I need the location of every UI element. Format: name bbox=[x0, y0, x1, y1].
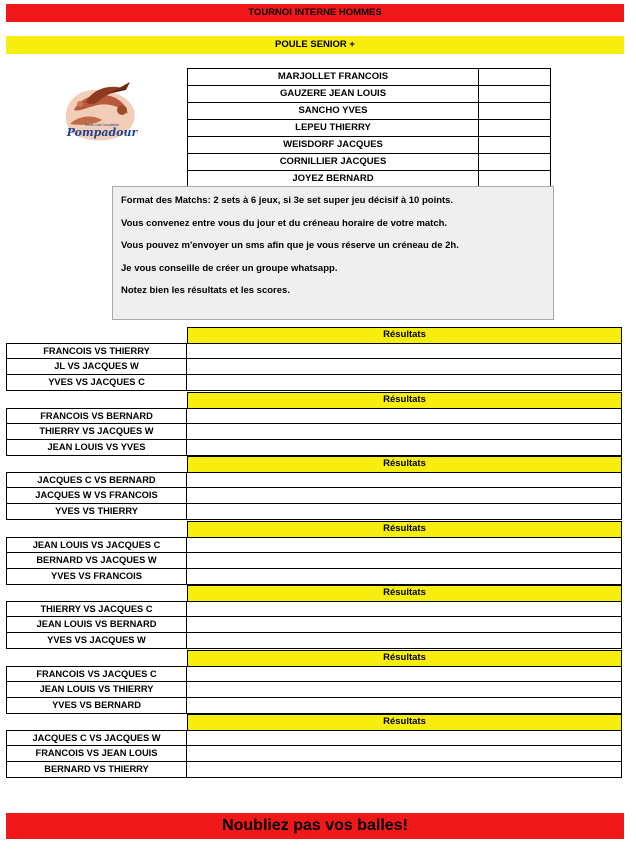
match-result-cell[interactable] bbox=[187, 730, 622, 746]
match-row bbox=[6, 375, 622, 391]
match-name: JEAN LOUIS VS JACQUES C bbox=[6, 537, 187, 553]
match-result-cell[interactable] bbox=[187, 408, 622, 424]
club-logo bbox=[56, 80, 148, 150]
player-row bbox=[187, 154, 551, 171]
match-name: THIERRY VS JACQUES C bbox=[6, 601, 187, 617]
match-name: THIERRY VS JACQUES W bbox=[6, 424, 187, 440]
match-row bbox=[6, 698, 622, 714]
player-row bbox=[187, 103, 551, 120]
match-row bbox=[6, 359, 622, 375]
match-result-cell[interactable] bbox=[187, 440, 622, 456]
player-score-cell[interactable] bbox=[479, 69, 550, 85]
match-name: JACQUES W VS FRANCOIS bbox=[6, 488, 187, 504]
match-name: YVES VS JACQUES C bbox=[6, 375, 187, 391]
match-result-cell[interactable] bbox=[187, 488, 622, 504]
results-header: Résultats bbox=[187, 327, 622, 344]
match-row bbox=[6, 537, 622, 553]
player-score-cell[interactable] bbox=[479, 103, 550, 119]
info-line: Format des Matchs: 2 sets à 6 jeux, si 3e set super jeu décisif à 10 points. bbox=[121, 195, 454, 206]
match-result-cell[interactable] bbox=[187, 375, 622, 391]
player-score-cell[interactable] bbox=[479, 137, 550, 153]
pool-title: POULE SENIOR + bbox=[6, 36, 624, 54]
match-name: FRANCOIS VS JACQUES C bbox=[6, 666, 187, 682]
match-result-cell[interactable] bbox=[187, 617, 622, 633]
match-result-cell[interactable] bbox=[187, 472, 622, 488]
player-score-cell[interactable] bbox=[479, 154, 550, 170]
results-header: Résultats bbox=[187, 714, 622, 731]
players-table bbox=[187, 68, 551, 188]
tournament-title: TOURNOI INTERNE HOMMES bbox=[6, 4, 624, 22]
player-row bbox=[187, 137, 551, 154]
match-row bbox=[6, 746, 622, 762]
match-row bbox=[6, 617, 622, 633]
results-header: Résultats bbox=[187, 521, 622, 538]
match-name: FRANCOIS VS JEAN LOUIS bbox=[6, 746, 187, 762]
player-score-cell[interactable] bbox=[479, 171, 550, 187]
match-row bbox=[6, 408, 622, 424]
match-row bbox=[6, 682, 622, 698]
match-result-cell[interactable] bbox=[187, 553, 622, 569]
match-row bbox=[6, 666, 622, 682]
match-name: JEAN LOUIS VS YVES bbox=[6, 440, 187, 456]
match-result-cell[interactable] bbox=[187, 746, 622, 762]
match-row bbox=[6, 762, 622, 778]
match-name: YVES VS JACQUES W bbox=[6, 633, 187, 649]
match-row bbox=[6, 633, 622, 649]
logo-brand-text: Pompadour bbox=[66, 126, 138, 139]
info-line: Vous pouvez m'envoyer un sms afin que je vous réserve un créneau de 2h. bbox=[121, 240, 459, 252]
match-result-cell[interactable] bbox=[187, 569, 622, 585]
info-line: Notez bien les résultats et les scores. bbox=[121, 285, 290, 297]
match-result-cell[interactable] bbox=[187, 666, 622, 682]
match-row bbox=[6, 424, 622, 440]
match-name: JACQUES C VS JACQUES W bbox=[6, 730, 187, 746]
player-name: CORNILLIER JACQUES bbox=[188, 154, 479, 170]
match-row bbox=[6, 504, 622, 520]
match-name: BERNARD VS THIERRY bbox=[6, 762, 187, 778]
match-name: JL VS JACQUES W bbox=[6, 359, 187, 375]
match-result-cell[interactable] bbox=[187, 762, 622, 778]
pompadour-logo-graphic bbox=[56, 80, 148, 150]
match-result-cell[interactable] bbox=[187, 424, 622, 440]
match-name: YVES VS FRANCOIS bbox=[6, 569, 187, 585]
match-name: JEAN LOUIS VS BERNARD bbox=[6, 617, 187, 633]
player-score-cell[interactable] bbox=[479, 120, 550, 136]
match-name: YVES VS BERNARD bbox=[6, 698, 187, 714]
match-row bbox=[6, 488, 622, 504]
match-result-cell[interactable] bbox=[187, 537, 622, 553]
match-name: JACQUES C VS BERNARD bbox=[6, 472, 187, 488]
info-line: Je vous conseille de créer un groupe whatsapp. bbox=[121, 262, 338, 274]
match-result-cell[interactable] bbox=[187, 633, 622, 649]
match-row bbox=[6, 569, 622, 585]
info-box bbox=[112, 186, 554, 320]
results-header: Résultats bbox=[187, 585, 622, 602]
player-row bbox=[187, 86, 551, 103]
player-row bbox=[187, 120, 551, 137]
match-result-cell[interactable] bbox=[187, 698, 622, 714]
match-name: JEAN LOUIS VS THIERRY bbox=[6, 682, 187, 698]
player-score-cell[interactable] bbox=[479, 86, 550, 102]
match-row bbox=[6, 730, 622, 746]
match-result-cell[interactable] bbox=[187, 601, 622, 617]
match-row bbox=[6, 343, 622, 359]
player-name: WEISDORF JACQUES bbox=[188, 137, 479, 153]
player-name: SANCHO YVES bbox=[188, 103, 479, 119]
player-name: LEPEU THIERRY bbox=[188, 120, 479, 136]
info-line: Vous convenez entre vous du jour et du créneau horaire de votre match. bbox=[121, 217, 448, 229]
match-row bbox=[6, 553, 622, 569]
match-row bbox=[6, 440, 622, 456]
match-result-cell[interactable] bbox=[187, 682, 622, 698]
player-row bbox=[187, 69, 551, 86]
footer-reminder: Noubliez pas vos balles! bbox=[6, 813, 624, 839]
player-name: MARJOLLET FRANCOIS bbox=[188, 69, 479, 85]
match-name: FRANCOIS VS BERNARD bbox=[6, 408, 187, 424]
results-header: Résultats bbox=[187, 456, 622, 473]
results-header: Résultats bbox=[187, 392, 622, 409]
match-name: FRANCOIS VS THIERRY bbox=[6, 343, 187, 359]
match-row bbox=[6, 472, 622, 488]
results-header: Résultats bbox=[187, 650, 622, 667]
match-result-cell[interactable] bbox=[187, 359, 622, 375]
player-name: JOYEZ BERNARD bbox=[188, 171, 479, 187]
player-name: GAUZERE JEAN LOUIS bbox=[188, 86, 479, 102]
match-result-cell[interactable] bbox=[187, 504, 622, 520]
match-row bbox=[6, 601, 622, 617]
logo-small-text: Tennis Club Compétition bbox=[84, 123, 120, 127]
match-result-cell[interactable] bbox=[187, 343, 622, 359]
match-name: YVES VS THIERRY bbox=[6, 504, 187, 520]
match-name: BERNARD VS JACQUES W bbox=[6, 553, 187, 569]
